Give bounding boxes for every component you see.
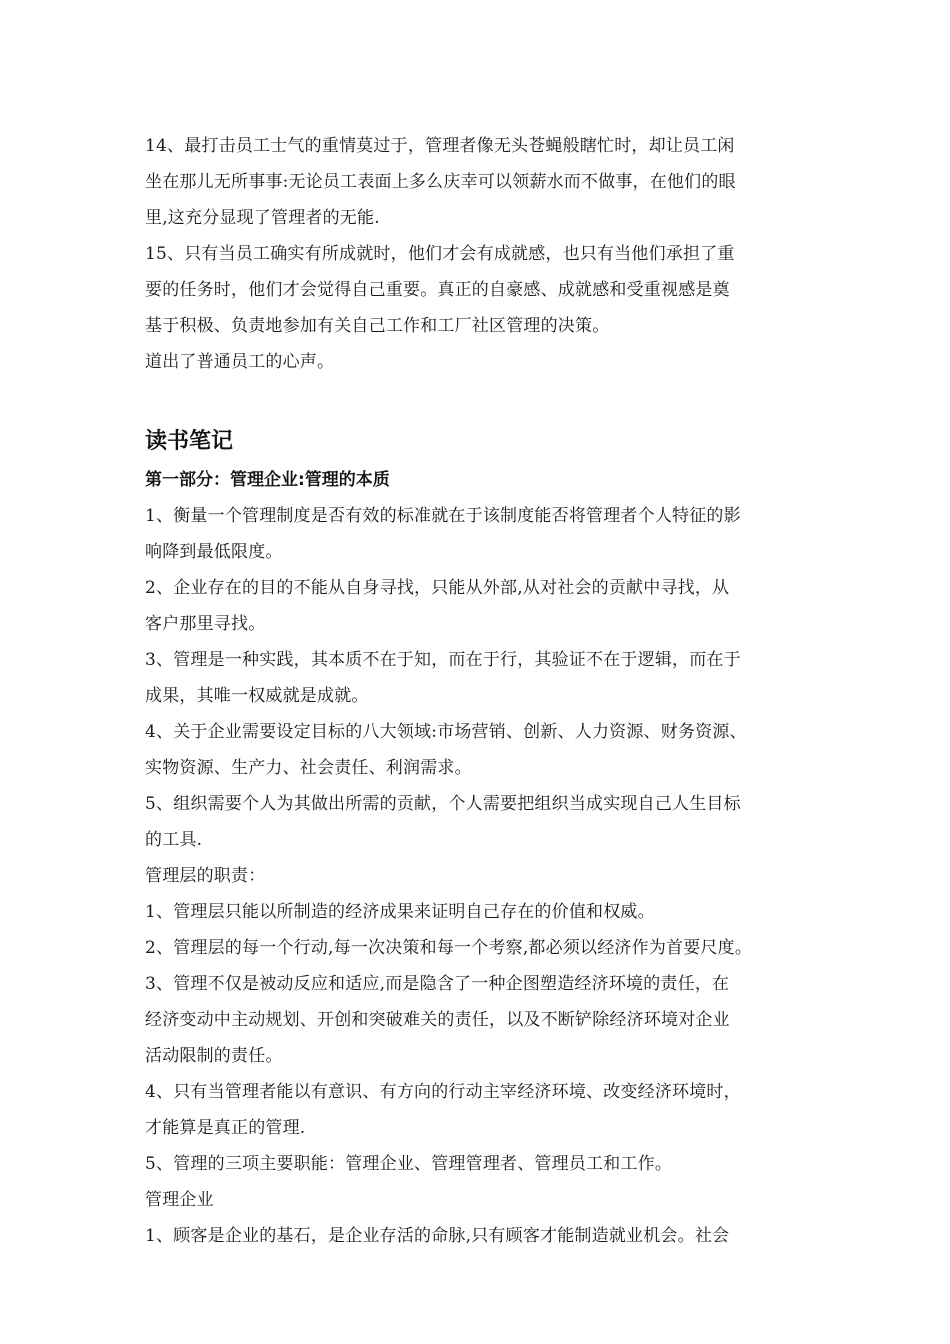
paragraph-line: 14、最打击员工士气的重情莫过于，管理者像无头苍蝇般瞎忙时，却让员工闲 [145, 136, 735, 156]
paragraph-line: 管理层的职责： [145, 866, 266, 886]
paragraph-line: 4、关于企业需要设定目标的八大领域:市场营销、创新、人力资源、财务资源、 [145, 722, 747, 742]
paragraph-line: 里,这充分显现了管理者的无能. [145, 208, 380, 228]
paragraph-line: 经济变动中主动规划、开创和突破难关的责任，以及不断铲除经济环境对企业 [145, 1010, 730, 1030]
paragraph-line: 基于积极、负责地参加有关自己工作和工厂社区管理的决策。 [145, 316, 610, 336]
blank-line [145, 380, 825, 416]
paragraph-line: 2、企业存在的目的不能从自身寻找，只能从外部,从对社会的贡献中寻找，从 [145, 578, 730, 598]
paragraph-line: 才能算是真正的管理. [145, 1118, 306, 1138]
section-subheading: 第一部分：管理企业:管理的本质 [145, 470, 390, 490]
paragraph-line: 1、管理层只能以所制造的经济成果来证明自己存在的价值和权威。 [145, 902, 655, 922]
paragraph-line: 3、管理是一种实践，其本质不在于知，而在于行，其验证不在于逻辑，而在于 [145, 650, 741, 670]
paragraph-line: 成果，其唯一权威就是成就。 [145, 686, 369, 706]
paragraph-line: 管理企业 [145, 1190, 214, 1210]
section-heading: 读书笔记 [145, 429, 234, 454]
paragraph-line: 4、只有当管理者能以有意识、有方向的行动主宰经济环境、改变经济环境时， [145, 1082, 741, 1102]
paragraph-line: 活动限制的责任。 [145, 1046, 283, 1066]
paragraph-line: 的工具. [145, 830, 203, 850]
paragraph-line: 坐在那儿无所事事:无论员工表面上多么庆幸可以领薪水而不做事，在他们的眼 [145, 172, 736, 192]
paragraph-line: 1、衡量一个管理制度是否有效的标准就在于该制度能否将管理者个人特征的影 [145, 506, 741, 526]
paragraph-line: 5、管理的三项主要职能：管理企业、管理管理者、管理员工和工作。 [145, 1154, 673, 1174]
paragraph-line: 客户那里寻找。 [145, 614, 266, 634]
paragraph-line: 5、组织需要个人为其做出所需的贡献，个人需要把组织当成实现自己人生目标 [145, 794, 741, 814]
paragraph-line: 道出了普通员工的心声。 [145, 352, 335, 372]
paragraph-line: 2、管理层的每一个行动,每一次决策和每一个考察,都必须以经济作为首要尺度。 [145, 938, 753, 958]
paragraph-line: 实物资源、生产力、社会责任、利润需求。 [145, 758, 472, 778]
paragraph-line: 1、顾客是企业的基石，是企业存活的命脉,只有顾客才能制造就业机会。社会 [145, 1226, 730, 1246]
paragraph-line: 要的任务时，他们才会觉得自己重要。真正的自豪感、成就感和受重视感是奠 [145, 280, 730, 300]
paragraph-line: 响降到最低限度。 [145, 542, 283, 562]
document-body [145, 128, 825, 1254]
paragraph-line: 15、只有当员工确实有所成就时，他们才会有成就感，也只有当他们承担了重 [145, 244, 735, 264]
paragraph-line: 3、管理不仅是被动反应和适应,而是隐含了一种企图塑造经济环境的责任，在 [145, 974, 730, 994]
